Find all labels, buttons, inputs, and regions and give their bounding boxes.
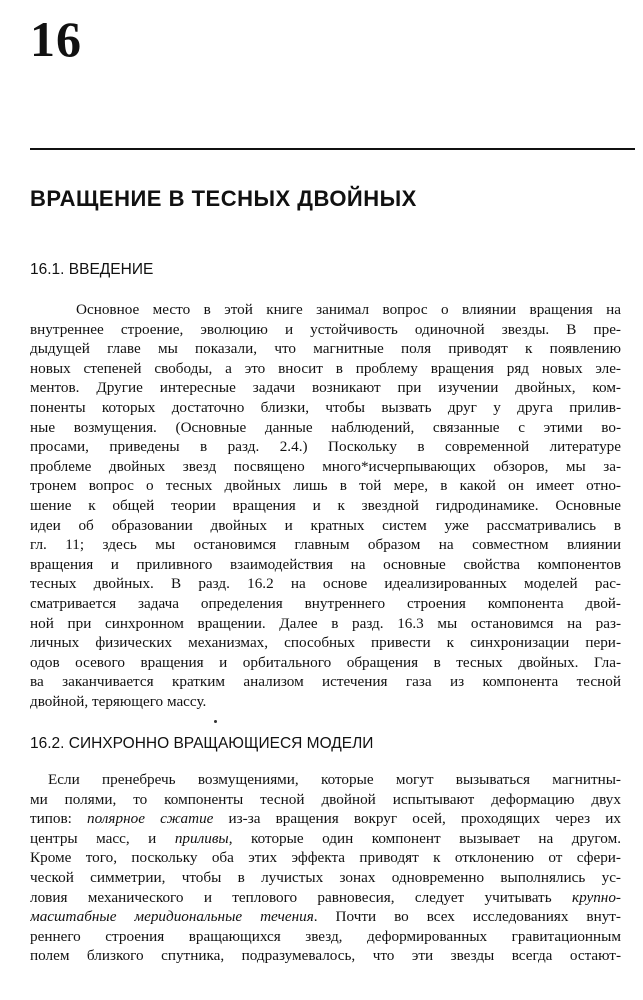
text-line: Кроме того, поскольку оба этих эффекта приводят к отклонению от сфери- bbox=[30, 849, 621, 867]
introduction-paragraph bbox=[30, 300, 621, 711]
text-line: поненты которых достаточно близки, чтобы вызвать друг у друга прилив- bbox=[30, 398, 621, 416]
text-line: идеи об образовании двойных и кратных систем уже рассматривались в bbox=[30, 516, 621, 534]
text-line: ной при синхронном вращении. Далее в разд. 16.3 мы остановимся на раз- bbox=[30, 614, 621, 632]
text-line: вращения и приливного взаимодействия на основные свойства компонентов bbox=[30, 555, 621, 573]
text-line: сматривается задача определения внутреннего строения компонента двой- bbox=[30, 594, 621, 612]
text-line: проблеме двойных звезд посвящено много*исчерпывающих обзоров, мы за- bbox=[30, 457, 621, 475]
text-line: внутреннее строение, эволюцию и устойчивость одиночной звезды. В пре- bbox=[30, 320, 621, 338]
text-line: реннего строения вращающихся звезд, деформированных гравитационным bbox=[30, 927, 621, 945]
text-line: Если пренебречь возмущениями, которые могут вызываться магнитны- bbox=[48, 771, 621, 788]
text-line: новых степеней свободы, а это вносит в проблему вращения ряд новых эле- bbox=[30, 359, 621, 377]
text-line: дыдущей главе мы показали, что магнитные поля приводят к появлению bbox=[30, 340, 621, 358]
chapter-number: 16 bbox=[30, 11, 82, 67]
text-line: тронем вопрос о тесных двойных лишь в той мере, в какой он имеет отно- bbox=[30, 477, 621, 495]
text-run: , которые один компонент вызывает на другом. bbox=[228, 829, 621, 847]
print-dot bbox=[214, 720, 217, 723]
text-line: Основное место в этой книге занимал вопрос о влиянии вращения на bbox=[76, 301, 621, 318]
text-line: тесных двойных. В разд. 16.2 на основе идеализированных моделей рас- bbox=[30, 575, 621, 593]
text-run: центры масс, и bbox=[30, 829, 175, 847]
text-line: ва заканчивается кратким анализом истечения газа из компонента тесной bbox=[30, 673, 621, 691]
text-line: ми полями, то компоненты тесной двойной испытывают деформацию двух bbox=[30, 790, 621, 808]
text-line: личных физических механизмах, способных привести к синхронизации пери- bbox=[30, 634, 621, 652]
text-line: ные возмущения. (Основные данные наблюдений, связанные с этими во- bbox=[30, 418, 621, 436]
text-line: одов осевого вращения и орбитального обращения в тесных двойных. Гла- bbox=[30, 653, 621, 671]
text-run: . Почти во всех исследованиях внут- bbox=[313, 908, 621, 926]
text-line: ческой симметрии, чтобы в лучистых зонах одновременно выполнялись ус- bbox=[30, 868, 621, 886]
italic-term-tides: приливы bbox=[174, 829, 229, 847]
chapter-title: ВРАЩЕНИЕ В ТЕСНЫХ ДВОЙНЫХ bbox=[30, 186, 417, 211]
text-line: ментов. Другие интересные задачи возникают при изучении двойных, ком- bbox=[30, 379, 621, 397]
section-heading-introduction: 16.1. ВВЕДЕНИЕ bbox=[30, 261, 154, 278]
italic-term-polar-compression: полярное сжатие bbox=[87, 810, 214, 828]
text-line: полем близкого спутника, подразумевалось, что эти звезды всегда остают- bbox=[30, 947, 621, 965]
section-heading-synchronous-models: 16.2. СИНХРОННО ВРАЩАЮЩИЕСЯ МОДЕЛИ bbox=[30, 735, 374, 752]
italic-term-meridional-currents: масштабные меридиональные течения bbox=[30, 908, 314, 926]
text-run: из-за вращения вокруг осей, проходящих через их bbox=[213, 810, 621, 828]
text-line bbox=[30, 907, 621, 927]
text-line: шение к общей теории вращения и к звездной гидродинамике. Основные bbox=[30, 496, 621, 514]
text-line: просами, приведены в разд. 2.4.) Поскольку в современной литературе bbox=[30, 438, 621, 456]
chapter-divider bbox=[30, 148, 635, 150]
text-run: типов: bbox=[30, 810, 87, 828]
text-line: двойной, теряющего массу. bbox=[30, 692, 207, 710]
synchronous-models-paragraph bbox=[30, 770, 621, 966]
text-line bbox=[30, 888, 621, 908]
text-line: гл. 11; здесь мы остановимся главным образом на совместном влиянии bbox=[30, 536, 621, 554]
italic-term-large-scale: крупно- bbox=[571, 888, 621, 906]
text-line bbox=[30, 829, 621, 849]
text-run: ловия механического и теплового равновесия, следует учитывать bbox=[30, 888, 572, 906]
text-line bbox=[30, 809, 621, 829]
